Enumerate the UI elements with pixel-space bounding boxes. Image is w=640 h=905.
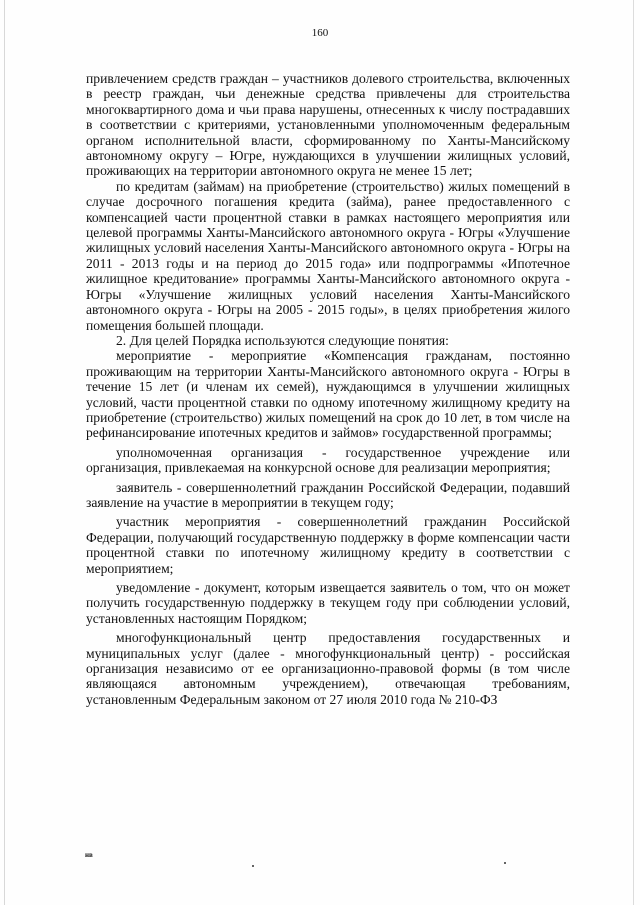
- paragraph-definition-participant: участник мероприятия - совершеннолетний гражданин Российской Федерации, получающий государственную поддержку в форме компенсации части процентной ставки по ипотечному жилищному кредиту в соответствии с мероприятием;: [86, 514, 570, 576]
- scan-speck: [252, 865, 254, 867]
- scan-speck: [504, 862, 506, 864]
- paragraph-definition-organization: уполномоченная организация - государственное учреждение или организация, привлекаемая на конкурсной основе для реализации мероприятия;: [86, 444, 570, 476]
- footer-code: нв: [85, 851, 93, 859]
- paragraph-definition-notification: уведомление - документ, которым извещается заявитель о том, что он может получить государственную поддержку в текущем году при соблюдении условий, установленных настоящим Порядком;: [86, 580, 570, 626]
- paragraph-continuation: привлечением средств граждан – участников долевого строительства, включенных в реестр граждан, чьи денежные средства привлечены для строительства многоквартирного дома и чьи права нарушены, отнесенных к числу пострадавших в соответствии с критериями, установленными уполномоченным федеральным органом исполнительной власти, сформированному по Ханты-Мансийскому автономному округу – Югре, нуждающихся в улучшении жилищных условий, проживающих на территории автономного округа не менее 15 лет;: [86, 71, 570, 179]
- paragraph-definition-event: мероприятие - мероприятие «Компенсация гражданам, постоянно проживающим на территории Ханты-Мансийского автономного округа - Югры в течение 15 лет (и членам их семей), нуждающимся в улучшении жилищных условий, части процентной ставки по одному ипотечному жилищному кредиту на приобретение (строительство) жилых помещений на срок до 10 лет, в том числе на рефинансирование ипотечных кредитов и займов» государственной программы;: [86, 348, 570, 441]
- page-number: 160: [311, 27, 329, 39]
- paragraph-definitions-intro: 2. Для целей Порядка используются следующие понятия:: [116, 332, 449, 348]
- paragraph-definition-applicant: заявитель - совершеннолетний гражданин Российской Федерации, подавший заявление на участие в мероприятии в текущем году;: [86, 479, 570, 510]
- document-body: [86, 71, 570, 707]
- paragraph-credits: по кредитам (займам) на приобретение (строительство) жилых помещений в случае досрочного погашения кредита (займа), ранее предоставленного с компенсацией части процентной ставки в рамках настоящего мероприятия или целевой программы Ханты-Мансийского автономного округа - Югры «Улучшение жилищных условий населения Ханты-Мансийского автономного округа - Югры на 2011 - 2013 годы и на период до 2015 года» или подпрограммы «Ипотечное жилищное кредитование» программы Ханты-Мансийского автономного округа - Югры «Улучшение жилищных условий населения Ханты-Мансийского автономного округа - Югры на 2005 - 2015 годы», в целях приобретения жилого помещения большей площади.: [86, 178, 570, 333]
- page-edge-right: [633, 0, 634, 905]
- paragraph-definition-mfc: многофункциональный центр предоставления государственных и муниципальных услуг (далее - многофункциональный центр) - российская организация независимо от ее организационно-правовой формы (в том числе являющаяся автономным учреждением), отвечающая требованиям, установленным Федеральным законом от 27 июля 2010 года № 210-ФЗ: [86, 630, 570, 707]
- page-edge-left: [4, 0, 5, 905]
